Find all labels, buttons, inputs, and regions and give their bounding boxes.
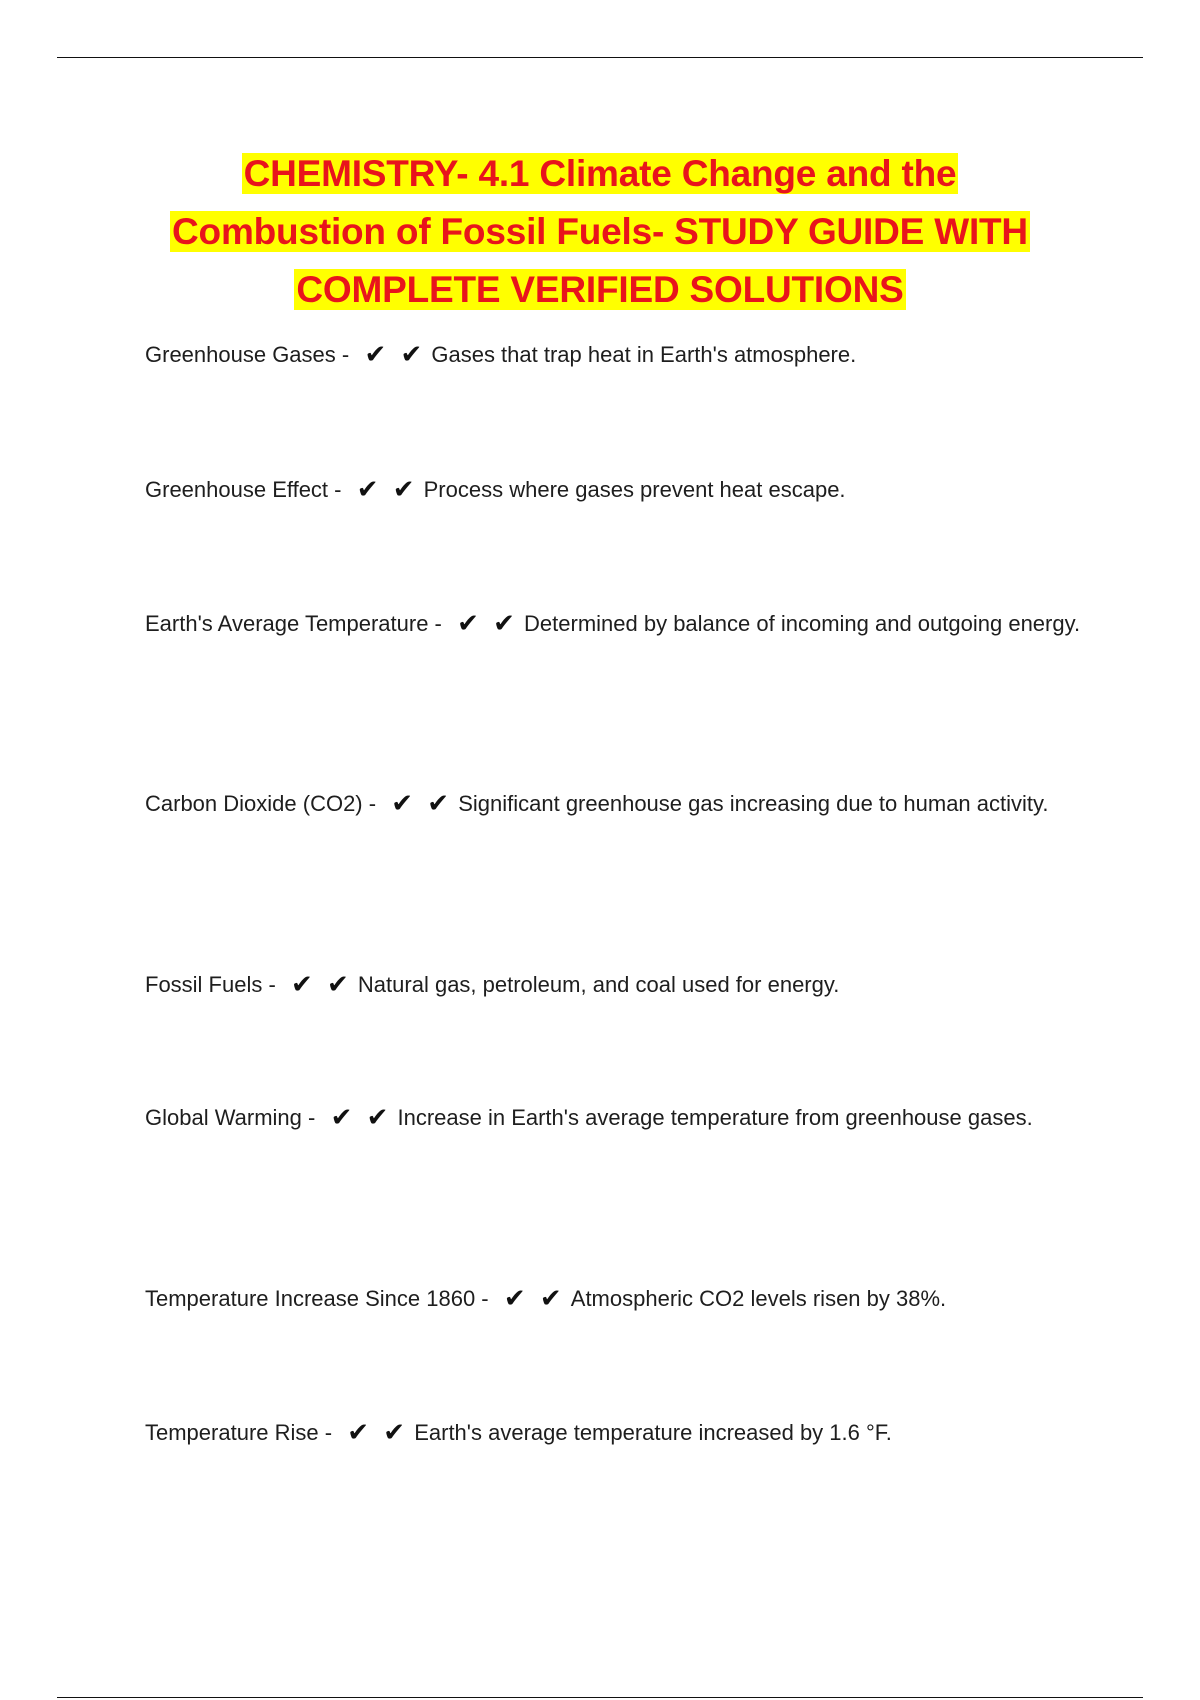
check-icon: ✔: [327, 970, 349, 1000]
check-icon: ✔: [503, 1284, 526, 1314]
check-icon: ✔: [400, 340, 423, 370]
check-icon: ✔: [539, 1284, 562, 1314]
entry-term: Temperature Increase Since 1860 -: [145, 1286, 489, 1311]
entry-definition: Gases that trap heat in Earth's atmosphere.: [431, 342, 857, 367]
check-icon: ✔: [347, 1418, 370, 1448]
entry-definition: Significant greenhouse gas increasing due to human activity.: [458, 791, 1049, 816]
entry-definition: Process where gases prevent heat escape.: [423, 477, 846, 502]
entry-global-warming: [145, 1093, 1085, 1143]
entry-term: Greenhouse Effect -: [145, 477, 342, 502]
check-icon: ✔: [493, 609, 515, 639]
entry-definition: Natural gas, petroleum, and coal used for energy.: [357, 972, 840, 997]
entry-temperature-increase-since-1860: [145, 1274, 1085, 1324]
entry-term: Earth's Average Temperature -: [145, 611, 442, 636]
check-icon: ✔: [392, 475, 415, 505]
top-rule: [57, 57, 1143, 58]
entry-term: Carbon Dioxide (CO2) -: [145, 791, 377, 816]
entry-definition: Increase in Earth's average temperature from greenhouse gases.: [397, 1105, 1033, 1130]
entry-definition: Determined by balance of incoming and outgoing energy.: [524, 611, 1081, 636]
check-icon: ✔: [383, 1418, 406, 1448]
entry-definition: Earth's average temperature increased by 1.6 °F.: [414, 1420, 892, 1445]
check-icon: ✔: [391, 789, 414, 819]
check-icon: ✔: [356, 475, 379, 505]
check-icon: ✔: [427, 789, 450, 819]
title-line-3: COMPLETE VERIFIED SOLUTIONS: [296, 269, 904, 310]
bottom-rule: [57, 1697, 1143, 1698]
check-icon: ✔: [366, 1103, 389, 1133]
entry-fossil-fuels: [145, 960, 1085, 1010]
entry-earths-average-temperature: [145, 599, 1085, 649]
entry-greenhouse-gases: [145, 330, 1085, 380]
check-icon: ✔: [364, 340, 387, 370]
entry-term: Greenhouse Gases -: [145, 342, 350, 367]
entry-term: Global Warming -: [145, 1105, 316, 1130]
title-line-2: Combustion of Fossil Fuels- STUDY GUIDE WITH: [172, 211, 1028, 252]
entry-term: Fossil Fuels -: [145, 972, 276, 997]
check-icon: ✔: [330, 1103, 353, 1133]
document-title: [0, 145, 1200, 319]
title-line-1: CHEMISTRY- 4.1 Climate Change and the: [243, 153, 957, 194]
check-icon: ✔: [291, 970, 313, 1000]
check-icon: ✔: [457, 609, 479, 639]
entry-carbon-dioxide: [145, 779, 1085, 829]
entry-greenhouse-effect: [145, 465, 1085, 515]
entry-temperature-rise: [145, 1408, 1085, 1458]
entry-definition: Atmospheric CO2 levels risen by 38%.: [570, 1286, 947, 1311]
entry-term: Temperature Rise -: [145, 1420, 333, 1445]
